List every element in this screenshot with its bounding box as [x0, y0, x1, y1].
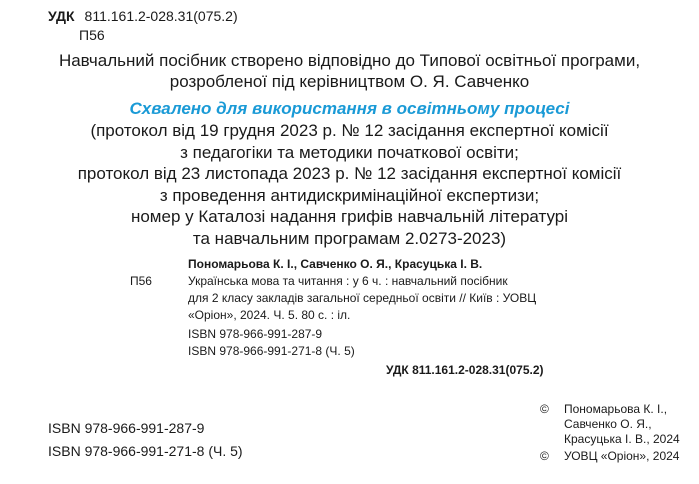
description-line: для 2 класу закладів загальної середньої освіти // Київ : УОВЦ	[188, 291, 537, 305]
approval-title: Схвалено для використання в освітньому процесі	[129, 99, 570, 118]
entry-isbn: ISBN 978-966-991-287-9	[188, 327, 323, 341]
footer-isbn-volume: ISBN 978-966-991-271-8 (Ч. 5)	[48, 443, 243, 459]
udk-header	[48, 8, 238, 24]
footer-isbn: ISBN 978-966-991-287-9	[48, 420, 205, 436]
approval-protocol	[0, 120, 699, 249]
intro-line: Навчальний посібник створено відповідно до Типової освітньої програми,	[58, 51, 641, 70]
intro-line: розробленої під керівництвом О. Я. Савченко	[169, 72, 530, 91]
entry-description	[188, 273, 536, 324]
description-line: Українська мова та читання : у 6 ч. : навчальний посібник	[188, 274, 508, 288]
copyright-author: Пономарьова К. І.,	[564, 402, 668, 416]
entry-code: П56	[130, 274, 152, 288]
udk-value: 811.161.2-028.31(075.2)	[84, 8, 238, 24]
copyright-icon: ©	[540, 402, 549, 416]
protocol-line: та навчальним програмам 2.0273-2023)	[192, 228, 507, 248]
copyright-author: Савченко О. Я.,	[564, 417, 652, 431]
copyright-authors	[540, 402, 690, 447]
intro-statement	[0, 50, 699, 92]
catalog-code: П56	[79, 27, 105, 43]
udk-label: УДК	[48, 8, 75, 24]
protocol-line: протокол від 23 листопада 2023 р. № 12 засідання експертної комісії	[77, 164, 622, 183]
copyright-publisher	[540, 449, 690, 464]
entry-udk: УДК 811.161.2-028.31(075.2)	[386, 363, 544, 377]
copyright-author: Красуцька І. В., 2024	[564, 432, 680, 446]
protocol-line: номер у Каталозі надання грифів навчальній літературі	[130, 207, 569, 226]
description-line: «Оріон», 2024. Ч. 5. 80 с. : іл.	[188, 308, 351, 322]
protocol-line: (протокол від 19 грудня 2023 р. № 12 засідання експертної комісії	[90, 121, 609, 140]
protocol-line: з педагогіки та методики початкової освіти;	[180, 142, 519, 162]
entry-isbn-volume: ISBN 978-966-991-271-8 (Ч. 5)	[188, 344, 355, 358]
copyright-publisher-text: УОВЦ «Оріон», 2024	[564, 449, 680, 463]
copyright-icon: ©	[540, 449, 549, 463]
protocol-line: з проведення антидискримінаційної експертизи;	[159, 185, 540, 205]
entry-authors: Пономарьова К. І., Савченко О. Я., Красуцька І. В.	[188, 257, 483, 271]
